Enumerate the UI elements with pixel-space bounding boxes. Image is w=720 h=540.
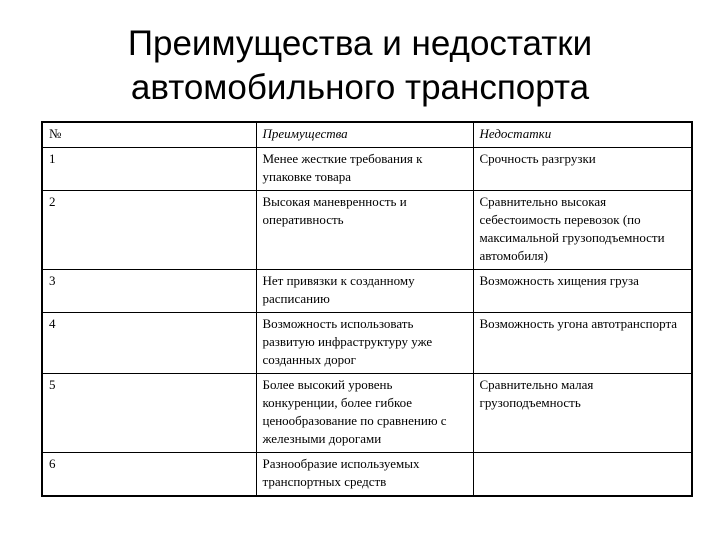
header-number: № bbox=[42, 122, 256, 148]
row-disadvantage: Срочность разгрузки bbox=[473, 148, 692, 191]
row-advantage: Разнообразие используемых транспортных средств bbox=[256, 453, 473, 497]
row-advantage: Более высокий уровень конкуренции, более гибкое ценообразование по сравнению с железными дорогами bbox=[256, 374, 473, 453]
table-row bbox=[42, 148, 692, 191]
row-disadvantage bbox=[473, 453, 692, 497]
row-advantage: Менее жесткие требования к упаковке товара bbox=[256, 148, 473, 191]
row-advantage: Нет привязки к созданному расписанию bbox=[256, 270, 473, 313]
row-number: 2 bbox=[42, 191, 256, 270]
table-row bbox=[42, 270, 692, 313]
row-disadvantage: Сравнительно высокая себестоимость перевозок (по максимальной грузоподъемности автомобиля) bbox=[473, 191, 692, 270]
slide-title bbox=[0, 22, 720, 110]
row-number: 4 bbox=[42, 313, 256, 374]
row-number: 3 bbox=[42, 270, 256, 313]
header-advantages: Преимущества bbox=[256, 122, 473, 148]
row-advantage: Возможность использовать развитую инфраструктуру уже созданных дорог bbox=[256, 313, 473, 374]
slide-title-line-2: автомобильного транспорта bbox=[130, 68, 590, 107]
row-disadvantage: Сравнительно малая грузоподъемность bbox=[473, 374, 692, 453]
row-disadvantage: Возможность угона автотранспорта bbox=[473, 313, 692, 374]
table-header-row bbox=[42, 122, 692, 148]
slide-title-line-1: Преимущества и недостатки bbox=[127, 24, 593, 63]
row-number: 5 bbox=[42, 374, 256, 453]
row-advantage: Высокая маневренность и оперативность bbox=[256, 191, 473, 270]
comparison-table bbox=[41, 121, 693, 497]
table-row bbox=[42, 191, 692, 270]
header-disadvantages: Недостатки bbox=[473, 122, 692, 148]
row-disadvantage: Возможность хищения груза bbox=[473, 270, 692, 313]
table-row bbox=[42, 453, 692, 497]
table-row bbox=[42, 374, 692, 453]
row-number: 6 bbox=[42, 453, 256, 497]
table-row bbox=[42, 313, 692, 374]
row-number: 1 bbox=[42, 148, 256, 191]
